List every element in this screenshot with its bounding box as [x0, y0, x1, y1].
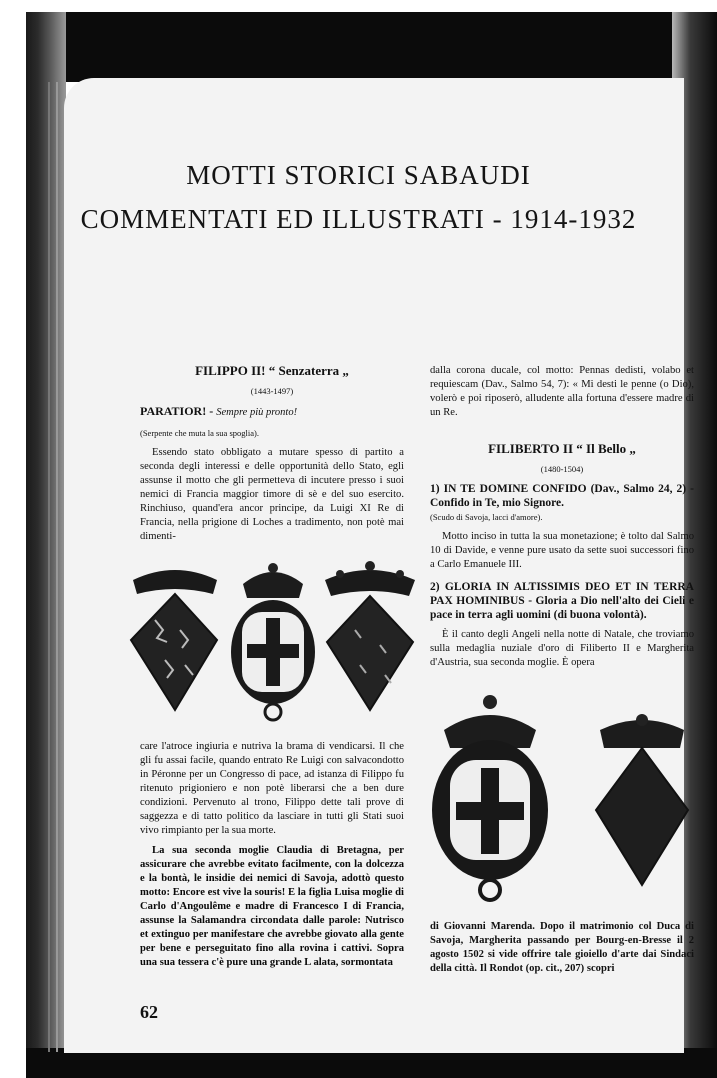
crest-left-icon: [131, 570, 217, 710]
motto-note: (Scudo di Savoja, lacci d'amore).: [430, 512, 543, 522]
paragraph: È il canto degli Angeli nella notte di Natale, che troviamo sulla medaglia nuziale d'oro di Filiberto II e Margherita d'Austria, sua seconda moglie. È opera: [430, 629, 694, 668]
paragraph: Motto inciso in tutta la sua monetazione; è tolto dal Salmo 10 di Davide, e venne pure usato da sette suoi successori fino a Carlo Emanuele III.: [430, 531, 694, 570]
paragraph: Essendo stato obbligato a mutare spesso di partito a seconda degli interessi e delle opportunità dello Stato, egli assunse il motto che gli permetteva di incutere presso i suoi nemici di Francia maggior timore di sè e del suo esercito. Rinchiuso, quand'era ancor principe, da Luigi XI Re di Francia, nella prigione di Loches a tradimento, non potè mai dimenti-: [140, 447, 404, 542]
motto-gloria: 2) GLORIA IN ALTISSIMIS DEO ET IN TERRA PAX HOMINIBUS - Gloria a Dio nell'alto dei Cieli e pace in terra agli uomini (di buona volontà).: [430, 581, 694, 621]
motto-paratior: PARATIOR! - Sempre più pronto!: [140, 404, 298, 418]
motto-note: (Serpente che muta la sua spoglia).: [140, 428, 259, 438]
crowned-lozenge-icon: [596, 714, 688, 885]
left-column-bottom: [140, 740, 404, 976]
savoy-cross-shield-icon: [231, 563, 315, 720]
scan-border-top: [26, 12, 691, 82]
page-title-line1: MOTTI STORICI SABAUDI: [186, 160, 531, 190]
section-dates: (1480-1504): [540, 464, 584, 474]
paragraph: di Giovanni Marenda. Dopo il matrimonio col Duca di Savoja, Margherita passando per Bourg-en-Bresse il 2 agosto 1502 si vide offrire tale gioiello d'arte dai Sindaci della città. Il Rondot (op. cit., 207) scopri: [430, 921, 694, 974]
section-heading-filiberto: FILIBERTO II “ Il Bello „: [488, 441, 636, 456]
paragraph: La sua seconda moglie Claudia di Bretagna, per assicurare che avrebbe evitato facilmente, con la dolcezza e la bontà, le insidie dei nemici di Savoja, adottò questo motto: Encore est vive la souris! E la figlia Luisa moglie di Carlo d'Angoulême e madre di Francesco I di Francia, assunse la Salamandra circondata dalle parole: Nutrisco et extinguo per manifestare che avrebbe giovato alla gente per bene e perseguitato fino alla rovina i cattivi. Sopra una sua tessera c'è pure una grande L alata, sormontata: [140, 845, 404, 968]
left-column-top: [140, 364, 404, 550]
right-column-top: [430, 364, 694, 676]
coats-of-arms-illustration-left: [125, 560, 420, 725]
savoy-cross-medallion-icon: [432, 695, 548, 900]
section-dates: (1443-1497): [250, 386, 294, 396]
motto-in-te-domine: 1) IN TE DOMINE CONFIDO (Dav., Salmo 24, 2) - Confido in Te, mio Signore.: [430, 483, 694, 509]
paragraph: dalla corona ducale, col motto: Pennas dedisti, volabo et requiescam (Dav., Salmo 54, 7): « Mi desti le penne (o Dio), volerò e poi riposerò, alludente alla fortuna d'essere madre di un Re.: [430, 365, 694, 418]
page-number: 62: [140, 1002, 158, 1022]
crest-right-icon: [325, 561, 415, 710]
section-heading-filippo: FILIPPO II! “ Senzaterra „: [195, 363, 349, 378]
page-title-line2: COMMENTATI ED ILLUSTRATI - 1914-1932: [80, 204, 637, 234]
paragraph: care l'atroce ingiuria e nutriva la brama di vendicarsi. Il che gli fu assai facile, quando entrato Re Luigi con salvacondotto in Péronne per un Congresso di pace, ad istanza di Filippo fu ritenuto prigioniero e non potè liberarsi che a ben dure condizioni. Pervenuto al trono, Filippo dette tali prove di saggezza e di tatto politico da lasciare in tutti gli Stati suoi vivo rimpianto per la sua morte.: [140, 741, 404, 836]
right-column-bottom: [430, 920, 694, 982]
coats-of-arms-illustration-right: [430, 690, 690, 910]
